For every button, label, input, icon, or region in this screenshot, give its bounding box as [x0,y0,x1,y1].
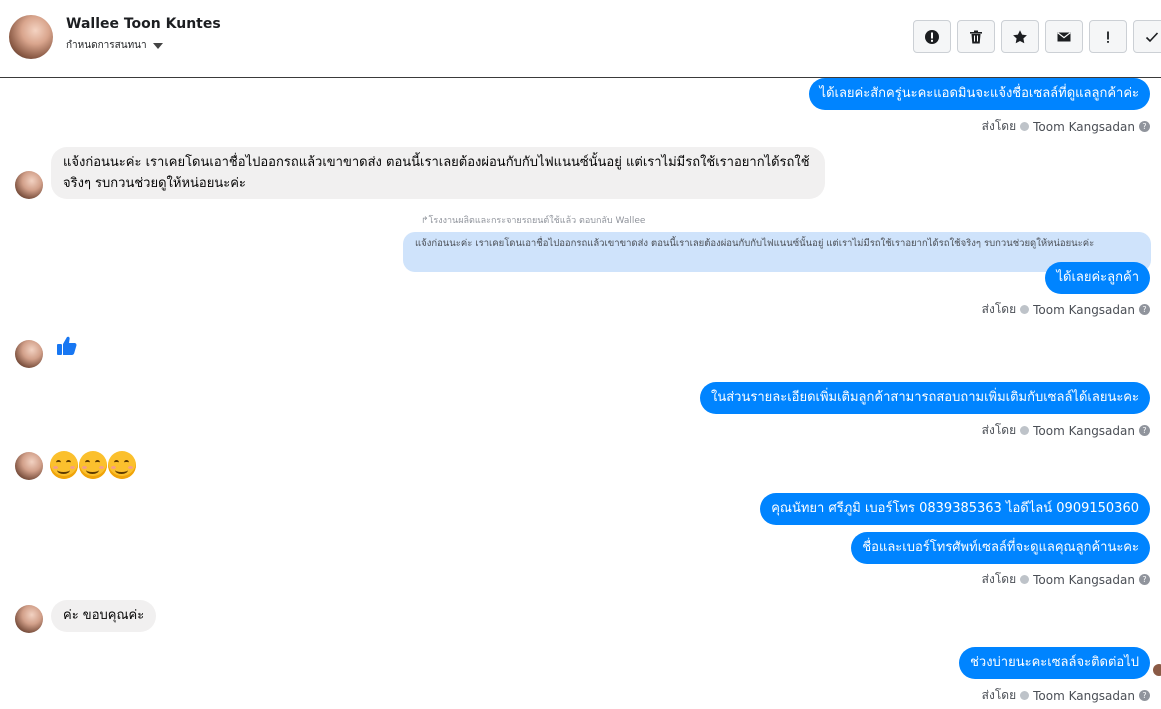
delete-button[interactable] [957,20,995,53]
outgoing-message[interactable]: ได้เลยค่ะสักครู่นะคะแอดมินจะแจ้งชื่อเซลล์ที่ดูแลลูกค้าค่ะ [809,78,1150,110]
sent-by-label [982,570,1150,589]
verified-icon [1020,426,1029,435]
outgoing-message[interactable]: ในส่วนรายละเอียดเพิ่มเติมลูกค้าสามารถสอบถามเพิ่มเติมกับเซลล์ได้เลยนะคะ [700,382,1150,414]
conversation-settings-label: กำหนดการสนทนา [66,40,147,51]
verified-icon [1020,691,1029,700]
contact-name[interactable]: Wallee Toon Kuntes [66,16,221,32]
star-button[interactable] [1001,20,1039,53]
reply-context-label: ↱โรงงานผลิตและกระจายรถยนต์ใช้แล้ว ตอบกลับ Wallee [421,216,646,226]
help-icon[interactable]: ? [1139,574,1150,585]
outgoing-message[interactable]: ได้เลยค่ะลูกค้า [1045,262,1150,294]
thumbs-up-icon[interactable] [55,334,79,358]
verified-icon [1020,122,1029,131]
sent-by-agent[interactable]: Toom Kangsadan [1033,572,1135,587]
outgoing-message[interactable]: คุณนัทยา ศรีภูมิ เบอร์โทร 0839385363 ไอดีไลน์ 0909150360 [760,493,1150,525]
sent-by-prefix: ส่งโดย [981,302,1017,316]
star-icon [1012,29,1028,45]
sent-by-prefix: ส่งโดย [981,423,1017,437]
sent-by-prefix: ส่งโดย [981,119,1017,133]
contact-avatar-small[interactable] [15,171,43,199]
caret-down-icon [153,43,163,49]
sent-by-agent[interactable]: Toom Kangsadan [1033,119,1135,134]
help-icon[interactable]: ? [1139,121,1150,132]
conversation-settings-dropdown[interactable] [66,38,163,53]
verified-icon [1020,575,1029,584]
sent-by-agent[interactable]: Toom Kangsadan [1033,688,1135,703]
report-button[interactable] [913,20,951,53]
contact-avatar-small[interactable] [15,340,43,368]
sent-by-prefix: ส่งโดย [981,572,1017,586]
exclamation-icon [1100,29,1116,45]
sent-by-label [982,300,1150,319]
smiling-face-icon [79,451,107,479]
help-icon[interactable]: ? [1139,425,1150,436]
contact-avatar[interactable] [9,15,53,59]
envelope-icon [1056,29,1072,45]
emoji-message[interactable] [50,451,136,479]
mark-done-button[interactable] [1133,20,1161,53]
mark-unread-button[interactable] [1045,20,1083,53]
sent-by-agent[interactable]: Toom Kangsadan [1033,302,1135,317]
alert-icon [924,29,940,45]
incoming-message[interactable]: แจ้งก่อนนะค่ะ เราเคยโดนเอาชื่อไปออกรถแล้วเขาขาดส่ง ตอนนี้เราเลยต้องผ่อนกับกับไฟแนนซ์นั้นอยู่ แต่เราไม่มีรถใช้เราอยากได้รถใช้จริงๆ รบกวนช่วยดูให้หน่อยนะค่ะ [51,147,825,199]
outgoing-message[interactable]: ชื่อและเบอร์โทรศัพท์เซลล์ที่จะดูแลคุณลูกค้านะคะ [851,532,1150,564]
contact-avatar-small[interactable] [15,452,43,480]
quoted-message[interactable]: แจ้งก่อนนะค่ะ เราเคยโดนเอาชื่อไปออกรถแล้วเขาขาดส่ง ตอนนี้เราเลยต้องผ่อนกับกับไฟแนนซ์นั้นอยู่ แต่เราไม่มีรถใช้เราอยากได้รถใช้จริงๆ รบกวนช่วยดูให้หน่อยนะค่ะ [403,232,1151,272]
seen-avatar [1153,664,1161,676]
check-icon [1144,29,1160,45]
outgoing-message[interactable]: ช่วงบ่ายนะคะเซลล์จะติดต่อไป [959,647,1150,679]
incoming-message[interactable]: ค่ะ ขอบคุณค่ะ [51,600,156,632]
contact-avatar-small[interactable] [15,605,43,633]
trash-icon [968,29,984,45]
smiling-face-icon [108,451,136,479]
sent-by-label [982,686,1150,705]
help-icon[interactable]: ? [1139,304,1150,315]
sent-by-prefix: ส่งโดย [981,688,1017,702]
spam-button[interactable] [1089,20,1127,53]
sent-by-label [982,117,1150,136]
conversation-toolbar [913,20,1161,53]
verified-icon [1020,305,1029,314]
conversation-header [0,0,1161,78]
help-icon[interactable]: ? [1139,690,1150,701]
sent-by-label [982,421,1150,440]
sent-by-agent[interactable]: Toom Kangsadan [1033,423,1135,438]
smiling-face-icon [50,451,78,479]
